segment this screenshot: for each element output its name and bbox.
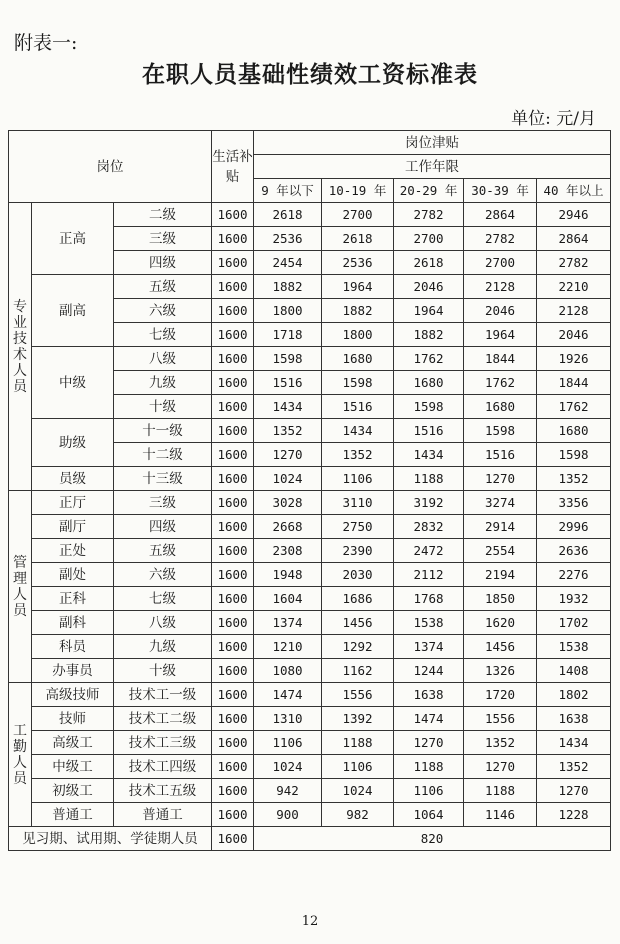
allowance-cell: 1408	[537, 659, 611, 683]
table-row	[9, 611, 611, 635]
allowance-cell: 1270	[394, 731, 464, 755]
allowance-cell: 1516	[254, 371, 322, 395]
level-cell: 八级	[114, 611, 212, 635]
salary-table-body	[9, 131, 611, 851]
level-cell: 十级	[114, 659, 212, 683]
allowance-cell: 1802	[537, 683, 611, 707]
footer-value: 820	[254, 827, 611, 851]
living-allowance-cell: 1600	[212, 683, 254, 707]
allowance-cell: 942	[254, 779, 322, 803]
allowance-cell: 1964	[394, 299, 464, 323]
allowance-cell: 3110	[322, 491, 394, 515]
allowance-cell: 1964	[322, 275, 394, 299]
level-cell: 十二级	[114, 443, 212, 467]
group-label-char: 专	[13, 298, 27, 315]
allowance-cell: 2914	[464, 515, 537, 539]
allowance-cell: 1326	[464, 659, 537, 683]
allowance-cell: 1210	[254, 635, 322, 659]
header-position: 岗位	[9, 131, 212, 203]
position-title: 正科	[32, 587, 114, 611]
position-title: 初级工	[32, 779, 114, 803]
position-title: 员级	[32, 467, 114, 491]
table-row	[9, 467, 611, 491]
allowance-cell: 1106	[322, 467, 394, 491]
allowance-cell: 2700	[322, 203, 394, 227]
allowance-cell: 1024	[254, 467, 322, 491]
level-cell: 六级	[114, 563, 212, 587]
allowance-cell: 2030	[322, 563, 394, 587]
allowance-cell: 2046	[464, 299, 537, 323]
allowance-cell: 1882	[254, 275, 322, 299]
allowance-cell: 1680	[394, 371, 464, 395]
allowance-cell: 2390	[322, 539, 394, 563]
allowance-cell: 1106	[322, 755, 394, 779]
living-allowance-cell: 1600	[212, 563, 254, 587]
position-title: 高级技师	[32, 683, 114, 707]
level-cell: 十一级	[114, 419, 212, 443]
level-cell: 技术工二级	[114, 707, 212, 731]
table-row	[9, 563, 611, 587]
allowance-cell: 1162	[322, 659, 394, 683]
living-allowance-cell: 1600	[212, 587, 254, 611]
living-allowance-cell: 1600	[212, 611, 254, 635]
living-allowance-cell: 1600	[212, 251, 254, 275]
allowance-cell: 2668	[254, 515, 322, 539]
level-cell: 技术工三级	[114, 731, 212, 755]
position-title: 副厅	[32, 515, 114, 539]
allowance-cell: 2554	[464, 539, 537, 563]
allowance-cell: 2618	[254, 203, 322, 227]
group-label-char: 理	[13, 570, 27, 587]
position-title: 助级	[32, 419, 114, 467]
allowance-cell: 1598	[254, 347, 322, 371]
living-allowance-cell: 1600	[212, 491, 254, 515]
table-row-footer	[9, 827, 611, 851]
level-cell: 技术工四级	[114, 755, 212, 779]
allowance-cell: 2046	[394, 275, 464, 299]
allowance-cell: 1106	[394, 779, 464, 803]
allowance-cell: 1456	[322, 611, 394, 635]
header-work-years: 工作年限	[254, 155, 611, 179]
allowance-cell: 2194	[464, 563, 537, 587]
allowance-cell: 2782	[464, 227, 537, 251]
table-row	[9, 275, 611, 299]
allowance-cell: 1244	[394, 659, 464, 683]
table-row	[9, 731, 611, 755]
header-post-allowance: 岗位津贴	[254, 131, 611, 155]
allowance-cell: 2750	[322, 515, 394, 539]
allowance-cell: 1188	[394, 467, 464, 491]
group-label-char: 技	[13, 330, 27, 347]
living-allowance-cell: 1600	[212, 755, 254, 779]
allowance-cell: 1686	[322, 587, 394, 611]
group-label-char: 人	[13, 754, 27, 771]
living-allowance-cell: 1600	[212, 227, 254, 251]
allowance-cell: 1556	[322, 683, 394, 707]
allowance-cell: 1228	[537, 803, 611, 827]
table-row	[9, 635, 611, 659]
allowance-cell: 1434	[322, 419, 394, 443]
living-allowance-cell: 1600	[212, 419, 254, 443]
living-allowance-cell: 1600	[212, 779, 254, 803]
position-title: 高级工	[32, 731, 114, 755]
level-cell: 技术工五级	[114, 779, 212, 803]
allowance-cell: 982	[322, 803, 394, 827]
allowance-cell: 1556	[464, 707, 537, 731]
footer-living-allowance: 1600	[212, 827, 254, 851]
allowance-cell: 1270	[254, 443, 322, 467]
position-title: 副科	[32, 611, 114, 635]
position-title: 副处	[32, 563, 114, 587]
allowance-cell: 1270	[464, 755, 537, 779]
living-allowance-cell: 1600	[212, 371, 254, 395]
table-row	[9, 803, 611, 827]
group-label-char: 术	[13, 346, 27, 363]
level-cell: 三级	[114, 227, 212, 251]
allowance-cell: 1604	[254, 587, 322, 611]
table-row	[9, 347, 611, 371]
allowance-cell: 1762	[394, 347, 464, 371]
allowance-cell: 1768	[394, 587, 464, 611]
allowance-cell: 1292	[322, 635, 394, 659]
allowance-cell: 2864	[464, 203, 537, 227]
position-title: 科员	[32, 635, 114, 659]
allowance-cell: 1638	[394, 683, 464, 707]
living-allowance-cell: 1600	[212, 515, 254, 539]
allowance-cell: 2046	[537, 323, 611, 347]
allowance-cell: 1516	[394, 419, 464, 443]
level-cell: 六级	[114, 299, 212, 323]
allowance-cell: 1024	[254, 755, 322, 779]
allowance-cell: 2536	[322, 251, 394, 275]
table-row	[9, 707, 611, 731]
allowance-cell: 1024	[322, 779, 394, 803]
allowance-cell: 1800	[254, 299, 322, 323]
table-row	[9, 491, 611, 515]
group-label-char: 业	[13, 314, 27, 331]
allowance-cell: 1638	[537, 707, 611, 731]
allowance-cell: 1374	[254, 611, 322, 635]
allowance-cell: 1392	[322, 707, 394, 731]
allowance-cell: 2832	[394, 515, 464, 539]
allowance-cell: 1352	[322, 443, 394, 467]
level-cell: 十三级	[114, 467, 212, 491]
allowance-cell: 1516	[464, 443, 537, 467]
allowance-cell: 2700	[464, 251, 537, 275]
allowance-cell: 1146	[464, 803, 537, 827]
allowance-cell: 1474	[394, 707, 464, 731]
footer-label: 见习期、试用期、学徒期人员	[9, 827, 212, 851]
position-title: 技师	[32, 707, 114, 731]
allowance-cell: 1352	[464, 731, 537, 755]
position-title: 副高	[32, 275, 114, 347]
level-cell: 九级	[114, 371, 212, 395]
allowance-cell: 1720	[464, 683, 537, 707]
header-years: 30-39 年	[464, 179, 537, 203]
allowance-cell: 2112	[394, 563, 464, 587]
position-title: 普通工	[32, 803, 114, 827]
allowance-cell: 2618	[322, 227, 394, 251]
allowance-cell: 1352	[254, 419, 322, 443]
header-years: 40 年以上	[537, 179, 611, 203]
unit-label: 单位: 元/月	[511, 109, 596, 129]
level-cell: 七级	[114, 323, 212, 347]
living-allowance-cell: 1600	[212, 347, 254, 371]
living-allowance-cell: 1600	[212, 275, 254, 299]
allowance-cell: 1598	[464, 419, 537, 443]
allowance-cell: 1270	[537, 779, 611, 803]
level-cell: 普通工	[114, 803, 212, 827]
allowance-cell: 1374	[394, 635, 464, 659]
position-title: 正高	[32, 203, 114, 275]
allowance-cell: 2618	[394, 251, 464, 275]
level-cell: 四级	[114, 515, 212, 539]
level-cell: 八级	[114, 347, 212, 371]
level-cell: 五级	[114, 539, 212, 563]
allowance-cell: 1516	[322, 395, 394, 419]
allowance-cell: 2782	[394, 203, 464, 227]
allowance-cell: 1434	[254, 395, 322, 419]
living-allowance-cell: 1600	[212, 395, 254, 419]
allowance-cell: 1064	[394, 803, 464, 827]
living-allowance-cell: 1600	[212, 635, 254, 659]
position-title: 中级工	[32, 755, 114, 779]
living-allowance-cell: 1600	[212, 323, 254, 347]
allowance-cell: 1844	[464, 347, 537, 371]
table-row	[9, 779, 611, 803]
level-cell: 技术工一级	[114, 683, 212, 707]
allowance-cell: 1434	[537, 731, 611, 755]
allowance-cell: 2472	[394, 539, 464, 563]
allowance-cell: 2308	[254, 539, 322, 563]
allowance-cell: 1932	[537, 587, 611, 611]
allowance-cell: 3274	[464, 491, 537, 515]
allowance-cell: 900	[254, 803, 322, 827]
position-title: 正处	[32, 539, 114, 563]
allowance-cell: 2128	[537, 299, 611, 323]
position-title: 中级	[32, 347, 114, 419]
position-title: 办事员	[32, 659, 114, 683]
table-row	[9, 203, 611, 227]
allowance-cell: 2276	[537, 563, 611, 587]
living-allowance-cell: 1600	[212, 299, 254, 323]
allowance-cell: 1718	[254, 323, 322, 347]
group-label	[9, 683, 32, 827]
header-years: 9 年以下	[254, 179, 322, 203]
allowance-cell: 1188	[394, 755, 464, 779]
group-label	[9, 491, 32, 683]
allowance-cell: 1106	[254, 731, 322, 755]
allowance-cell: 2782	[537, 251, 611, 275]
group-label-char: 管	[13, 554, 27, 571]
table-row	[9, 755, 611, 779]
allowance-cell: 1762	[464, 371, 537, 395]
allowance-cell: 1310	[254, 707, 322, 731]
living-allowance-cell: 1600	[212, 803, 254, 827]
living-allowance-cell: 1600	[212, 659, 254, 683]
allowance-cell: 1188	[464, 779, 537, 803]
allowance-cell: 2636	[537, 539, 611, 563]
level-cell: 三级	[114, 491, 212, 515]
page-title: 在职人员基础性绩效工资标准表	[142, 61, 478, 88]
allowance-cell: 1926	[537, 347, 611, 371]
living-allowance-cell: 1600	[212, 539, 254, 563]
group-label-char: 员	[13, 770, 27, 787]
table-row	[9, 515, 611, 539]
header-years: 10-19 年	[322, 179, 394, 203]
allowance-cell: 2946	[537, 203, 611, 227]
allowance-cell: 1680	[537, 419, 611, 443]
allowance-cell: 2128	[464, 275, 537, 299]
allowance-cell: 1434	[394, 443, 464, 467]
level-cell: 九级	[114, 635, 212, 659]
living-allowance-cell: 1600	[212, 203, 254, 227]
allowance-cell: 1188	[322, 731, 394, 755]
allowance-cell: 1620	[464, 611, 537, 635]
group-label-char: 勤	[13, 738, 27, 755]
group-label-char: 人	[13, 362, 27, 379]
allowance-cell: 2210	[537, 275, 611, 299]
level-cell: 二级	[114, 203, 212, 227]
table-row	[9, 587, 611, 611]
allowance-cell: 1538	[394, 611, 464, 635]
allowance-cell: 1352	[537, 467, 611, 491]
group-label-char: 工	[13, 722, 27, 739]
allowance-cell: 3356	[537, 491, 611, 515]
header-living-allowance: 生活补贴	[212, 131, 254, 203]
level-cell: 四级	[114, 251, 212, 275]
table-row	[9, 419, 611, 443]
allowance-cell: 1800	[322, 323, 394, 347]
allowance-cell: 2864	[537, 227, 611, 251]
allowance-cell: 1598	[537, 443, 611, 467]
allowance-cell: 1538	[537, 635, 611, 659]
living-allowance-cell: 1600	[212, 707, 254, 731]
position-title: 正厅	[32, 491, 114, 515]
allowance-cell: 1352	[537, 755, 611, 779]
header-years: 20-29 年	[394, 179, 464, 203]
allowance-cell: 1474	[254, 683, 322, 707]
table-row	[9, 659, 611, 683]
group-label-char: 人	[13, 586, 27, 603]
allowance-cell: 3028	[254, 491, 322, 515]
allowance-cell: 2996	[537, 515, 611, 539]
allowance-cell: 1882	[394, 323, 464, 347]
allowance-cell: 2536	[254, 227, 322, 251]
allowance-cell: 1680	[322, 347, 394, 371]
allowance-cell: 1270	[464, 467, 537, 491]
level-cell: 十级	[114, 395, 212, 419]
page-number: 12	[301, 914, 319, 929]
allowance-cell: 1882	[322, 299, 394, 323]
allowance-cell: 1964	[464, 323, 537, 347]
living-allowance-cell: 1600	[212, 731, 254, 755]
salary-table	[8, 130, 611, 851]
allowance-cell: 1456	[464, 635, 537, 659]
group-label-char: 员	[13, 602, 27, 619]
group-label-char: 员	[13, 378, 27, 395]
allowance-cell: 1680	[464, 395, 537, 419]
allowance-cell: 1948	[254, 563, 322, 587]
group-label	[9, 203, 32, 491]
allowance-cell: 1598	[322, 371, 394, 395]
level-cell: 七级	[114, 587, 212, 611]
level-cell: 五级	[114, 275, 212, 299]
allowance-cell: 2700	[394, 227, 464, 251]
allowance-cell: 1850	[464, 587, 537, 611]
allowance-cell: 1080	[254, 659, 322, 683]
allowance-cell: 1598	[394, 395, 464, 419]
table-row	[9, 683, 611, 707]
allowance-cell: 1702	[537, 611, 611, 635]
allowance-cell: 3192	[394, 491, 464, 515]
allowance-cell: 2454	[254, 251, 322, 275]
table-row	[9, 539, 611, 563]
allowance-cell: 1844	[537, 371, 611, 395]
allowance-cell: 1762	[537, 395, 611, 419]
living-allowance-cell: 1600	[212, 467, 254, 491]
living-allowance-cell: 1600	[212, 443, 254, 467]
attachment-label: 附表一:	[14, 32, 78, 54]
